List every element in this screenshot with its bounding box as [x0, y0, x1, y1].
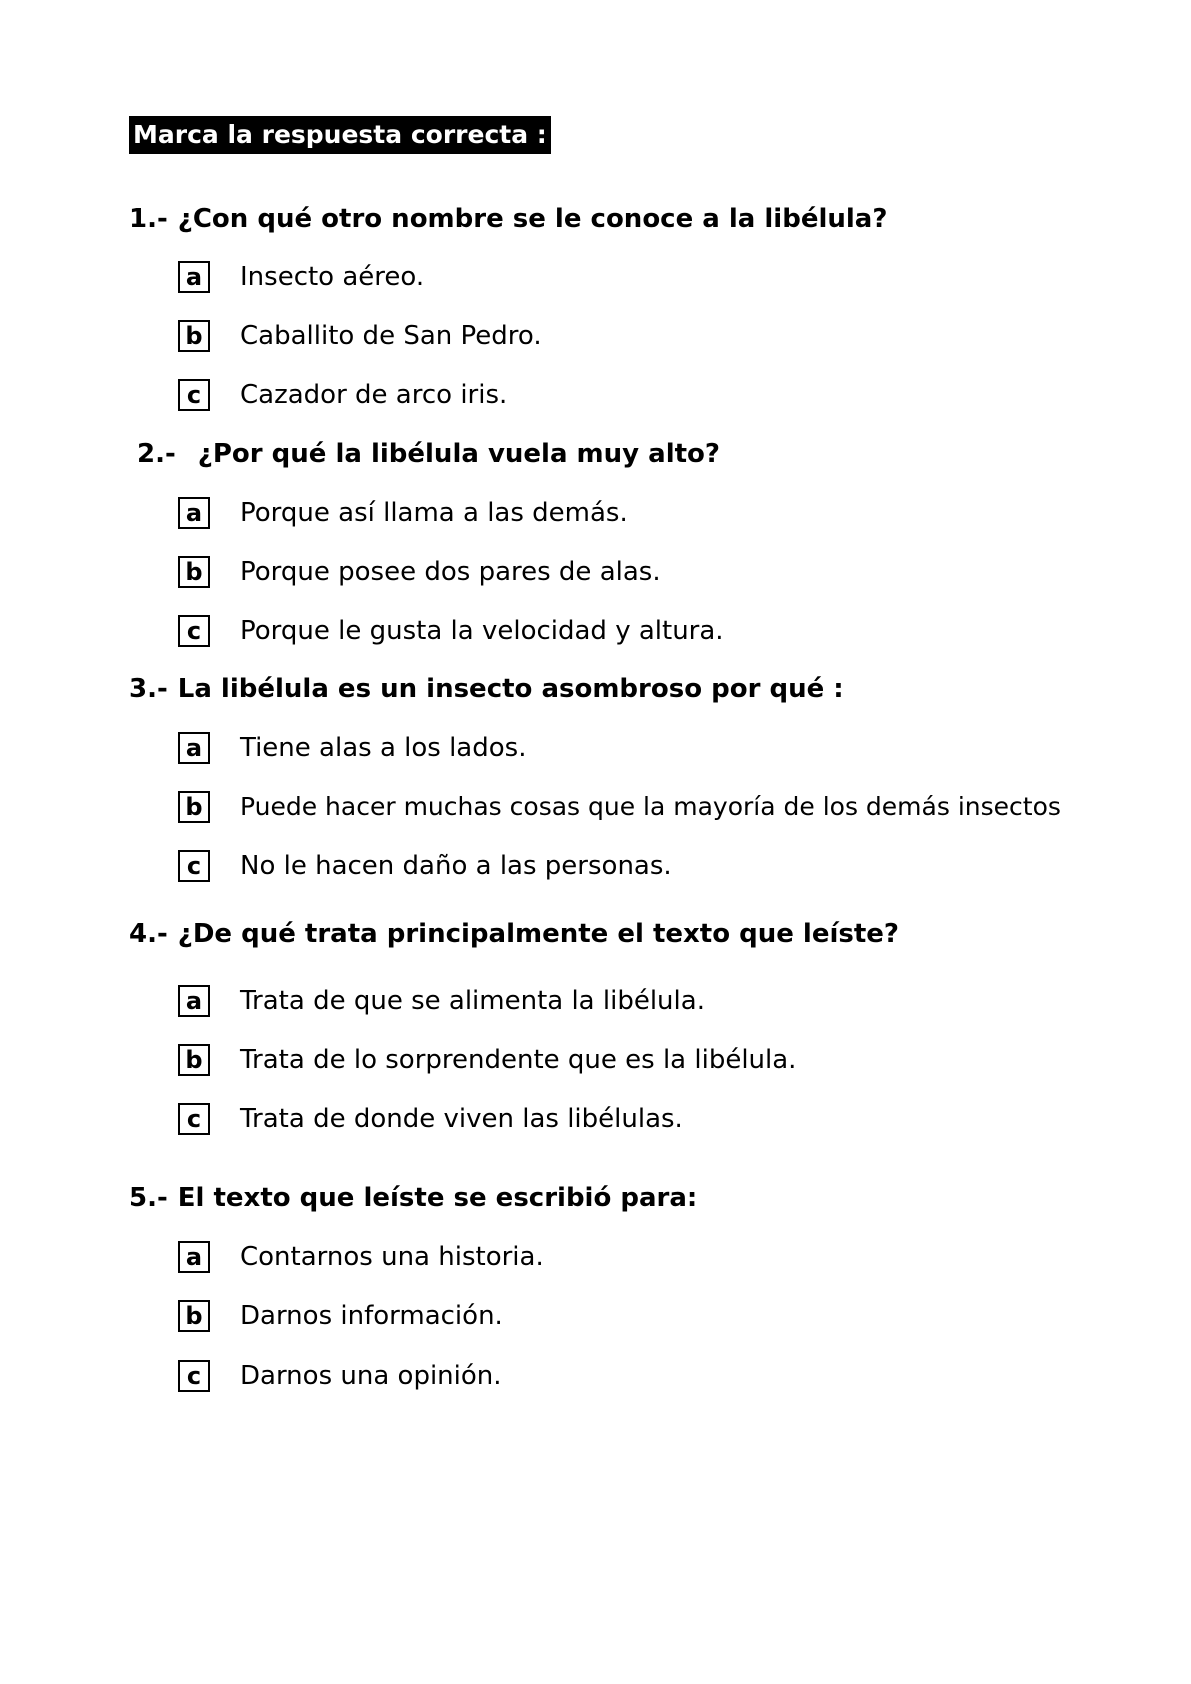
option-text: Tiene alas a los lados.: [240, 733, 527, 763]
question-text: ¿Por qué la libélula vuela muy alto?: [197, 439, 720, 469]
question-number: 3.-: [129, 674, 168, 704]
option-checkbox[interactable]: b: [178, 1044, 210, 1076]
option-text: Trata de lo sorprendente que es la libélula.: [240, 1045, 797, 1075]
option-text: Porque le gusta la velocidad y altura.: [240, 616, 724, 646]
option-4b[interactable]: [178, 1043, 796, 1077]
option-checkbox[interactable]: a: [178, 985, 210, 1017]
option-checkbox[interactable]: b: [178, 320, 210, 352]
question-number: 2.-: [137, 439, 176, 469]
question-text: La libélula es un insecto asombroso por qué :: [177, 674, 844, 704]
option-text: Darnos información.: [240, 1301, 503, 1331]
option-2a[interactable]: [178, 496, 628, 530]
question-text: ¿De qué trata principalmente el texto que leíste?: [177, 919, 899, 949]
page-title: Marca la respuesta correcta :: [129, 116, 551, 154]
option-checkbox[interactable]: a: [178, 261, 210, 293]
option-checkbox[interactable]: b: [178, 791, 210, 823]
option-1c[interactable]: [178, 378, 507, 412]
option-checkbox[interactable]: c: [178, 379, 210, 411]
option-checkbox[interactable]: a: [178, 1241, 210, 1273]
option-checkbox[interactable]: a: [178, 497, 210, 529]
option-checkbox[interactable]: b: [178, 1300, 210, 1332]
option-checkbox[interactable]: c: [178, 1103, 210, 1135]
option-4a[interactable]: [178, 984, 705, 1018]
option-text: Trata de que se alimenta la libélula.: [240, 986, 705, 1016]
option-text: Trata de donde viven las libélulas.: [240, 1104, 683, 1134]
question-number: 1.-: [129, 204, 168, 234]
question-text: ¿Con qué otro nombre se le conoce a la libélula?: [177, 204, 888, 234]
option-3a[interactable]: [178, 731, 526, 765]
question-number: 5.-: [129, 1183, 168, 1213]
option-text: Porque así llama a las demás.: [240, 498, 628, 528]
question-number: 4.-: [129, 919, 168, 949]
option-checkbox[interactable]: a: [178, 732, 210, 764]
question-3: [129, 672, 844, 706]
option-3b[interactable]: [178, 790, 1061, 824]
option-text: Puede hacer muchas cosas que la mayoría de los demás insectos: [240, 792, 1061, 821]
question-2: [137, 437, 720, 471]
option-text: No le hacen daño a las personas.: [240, 851, 672, 881]
option-text: Darnos una opinión.: [240, 1361, 502, 1391]
option-text: Caballito de San Pedro.: [240, 321, 542, 351]
option-text: Porque posee dos pares de alas.: [240, 557, 661, 587]
question-5: [129, 1181, 697, 1215]
option-checkbox[interactable]: c: [178, 850, 210, 882]
option-5a[interactable]: [178, 1240, 544, 1274]
option-checkbox[interactable]: c: [178, 615, 210, 647]
option-text: Cazador de arco iris.: [240, 380, 508, 410]
question-text: El texto que leíste se escribió para:: [177, 1183, 698, 1213]
option-4c[interactable]: [178, 1102, 683, 1136]
option-checkbox[interactable]: b: [178, 556, 210, 588]
option-checkbox[interactable]: c: [178, 1360, 210, 1392]
option-text: Contarnos una historia.: [240, 1242, 544, 1272]
option-1b[interactable]: [178, 319, 542, 353]
option-5b[interactable]: [178, 1299, 503, 1333]
question-4: [129, 917, 899, 951]
option-1a[interactable]: [178, 260, 424, 294]
question-1: [129, 202, 887, 236]
option-3c[interactable]: [178, 849, 672, 883]
option-2b[interactable]: [178, 555, 661, 589]
option-2c[interactable]: [178, 614, 724, 648]
option-text: Insecto aéreo.: [240, 262, 425, 292]
option-5c[interactable]: [178, 1359, 502, 1393]
